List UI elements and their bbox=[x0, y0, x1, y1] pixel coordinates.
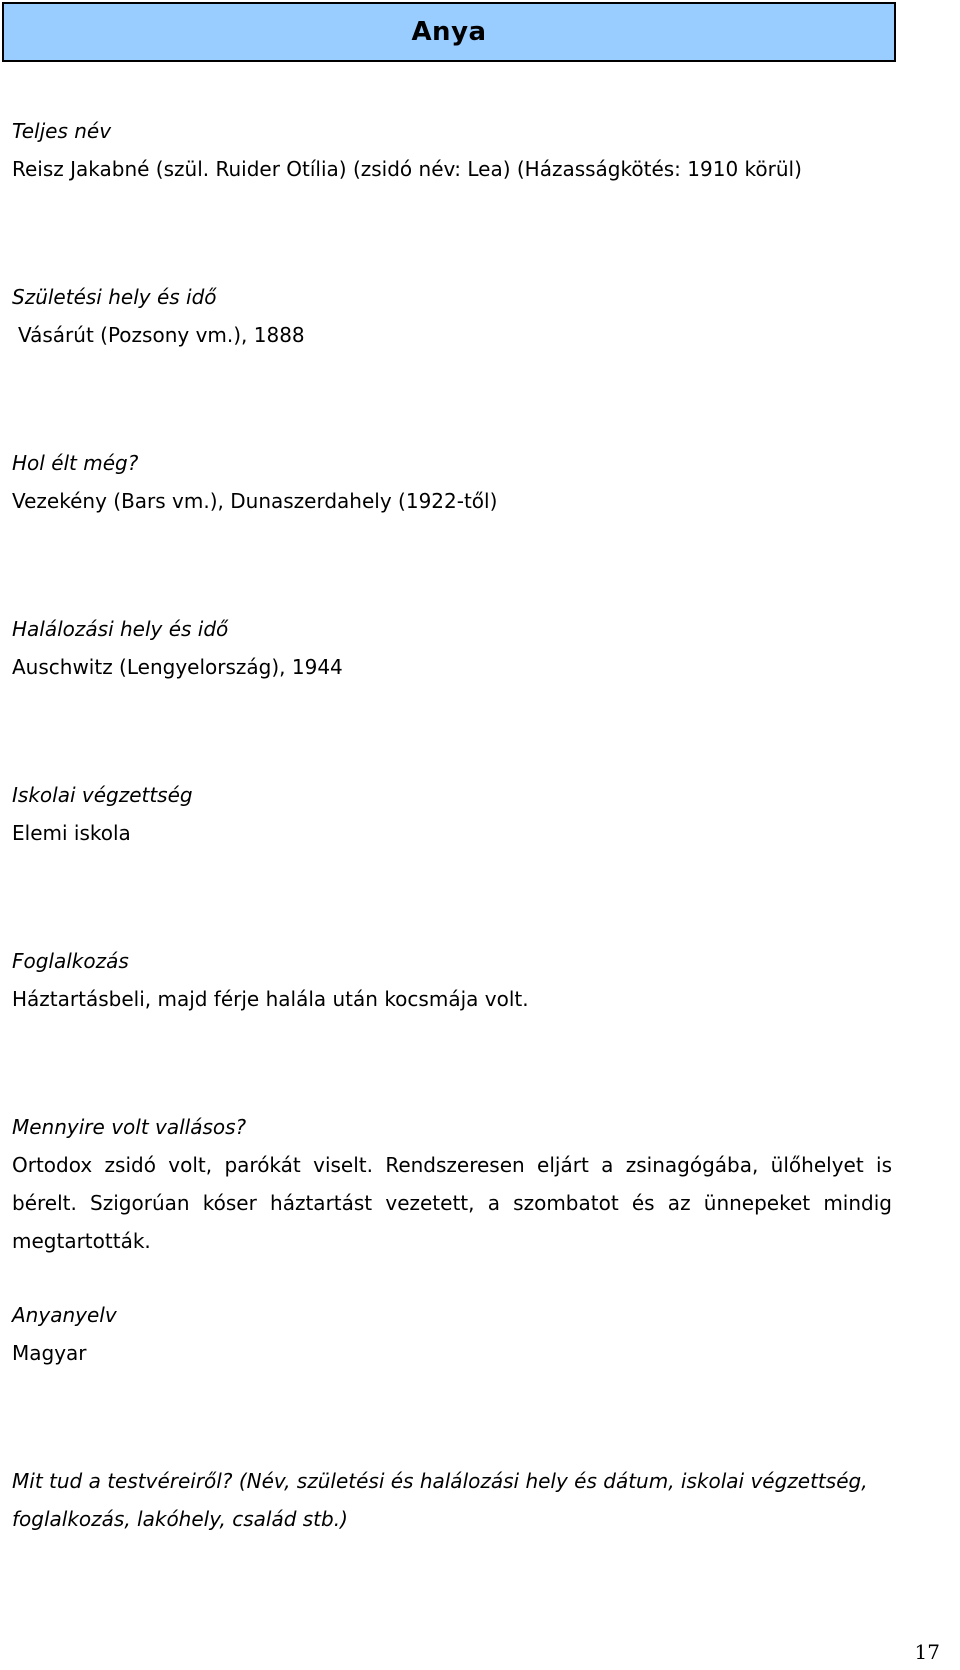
field-education bbox=[12, 776, 892, 852]
field-value: Vezekény (Bars vm.), Dunaszerdahely (1922-től) bbox=[12, 489, 498, 513]
page-number: 17 bbox=[914, 1640, 940, 1664]
section-title: Anya bbox=[411, 17, 487, 47]
field-other-residences bbox=[12, 444, 892, 520]
field-label: Foglalkozás bbox=[12, 949, 129, 973]
field-value: Reisz Jakabné (szül. Ruider Otília) (zsidó név: Lea) (Házasságkötés: 1910 körül) bbox=[12, 157, 802, 181]
field-birth-place-date bbox=[12, 278, 892, 354]
field-label: Halálozási hely és idő bbox=[12, 617, 229, 641]
field-label: Születési hely és idő bbox=[12, 285, 217, 309]
field-occupation bbox=[12, 942, 892, 1018]
field-full-name bbox=[12, 112, 892, 188]
section-header bbox=[2, 2, 896, 62]
field-value: Magyar bbox=[12, 1341, 87, 1365]
field-siblings-question bbox=[12, 1462, 892, 1538]
field-label: Mennyire volt vallásos? bbox=[12, 1115, 247, 1139]
field-value: Elemi iskola bbox=[12, 821, 131, 845]
field-mother-tongue bbox=[12, 1296, 892, 1372]
field-label: Mit tud a testvéreiről? (Név, születési és halálozási hely és dátum, iskolai végzettség, foglalkozás, lakóhely, család stb.) bbox=[12, 1469, 868, 1531]
field-value: Háztartásbeli, majd férje halála után kocsmája volt. bbox=[12, 987, 529, 1011]
field-value: Vásárút (Pozsony vm.), 1888 bbox=[18, 323, 305, 347]
field-religiosity bbox=[12, 1108, 892, 1260]
field-label: Teljes név bbox=[12, 119, 112, 143]
field-value: Auschwitz (Lengyelország), 1944 bbox=[12, 655, 343, 679]
field-value: Ortodox zsidó volt, parókát viselt. Rendszeresen eljárt a zsinagógába, ülőhelyet is bérelt. Szigorúan kóser háztartást vezetett, a szombatot és az ünnepeket mindig megtartották. bbox=[12, 1153, 892, 1253]
field-label: Hol élt még? bbox=[12, 451, 139, 475]
field-label: Iskolai végzettség bbox=[12, 783, 193, 807]
field-death-place-date bbox=[12, 610, 892, 686]
field-label: Anyanyelv bbox=[12, 1303, 117, 1327]
